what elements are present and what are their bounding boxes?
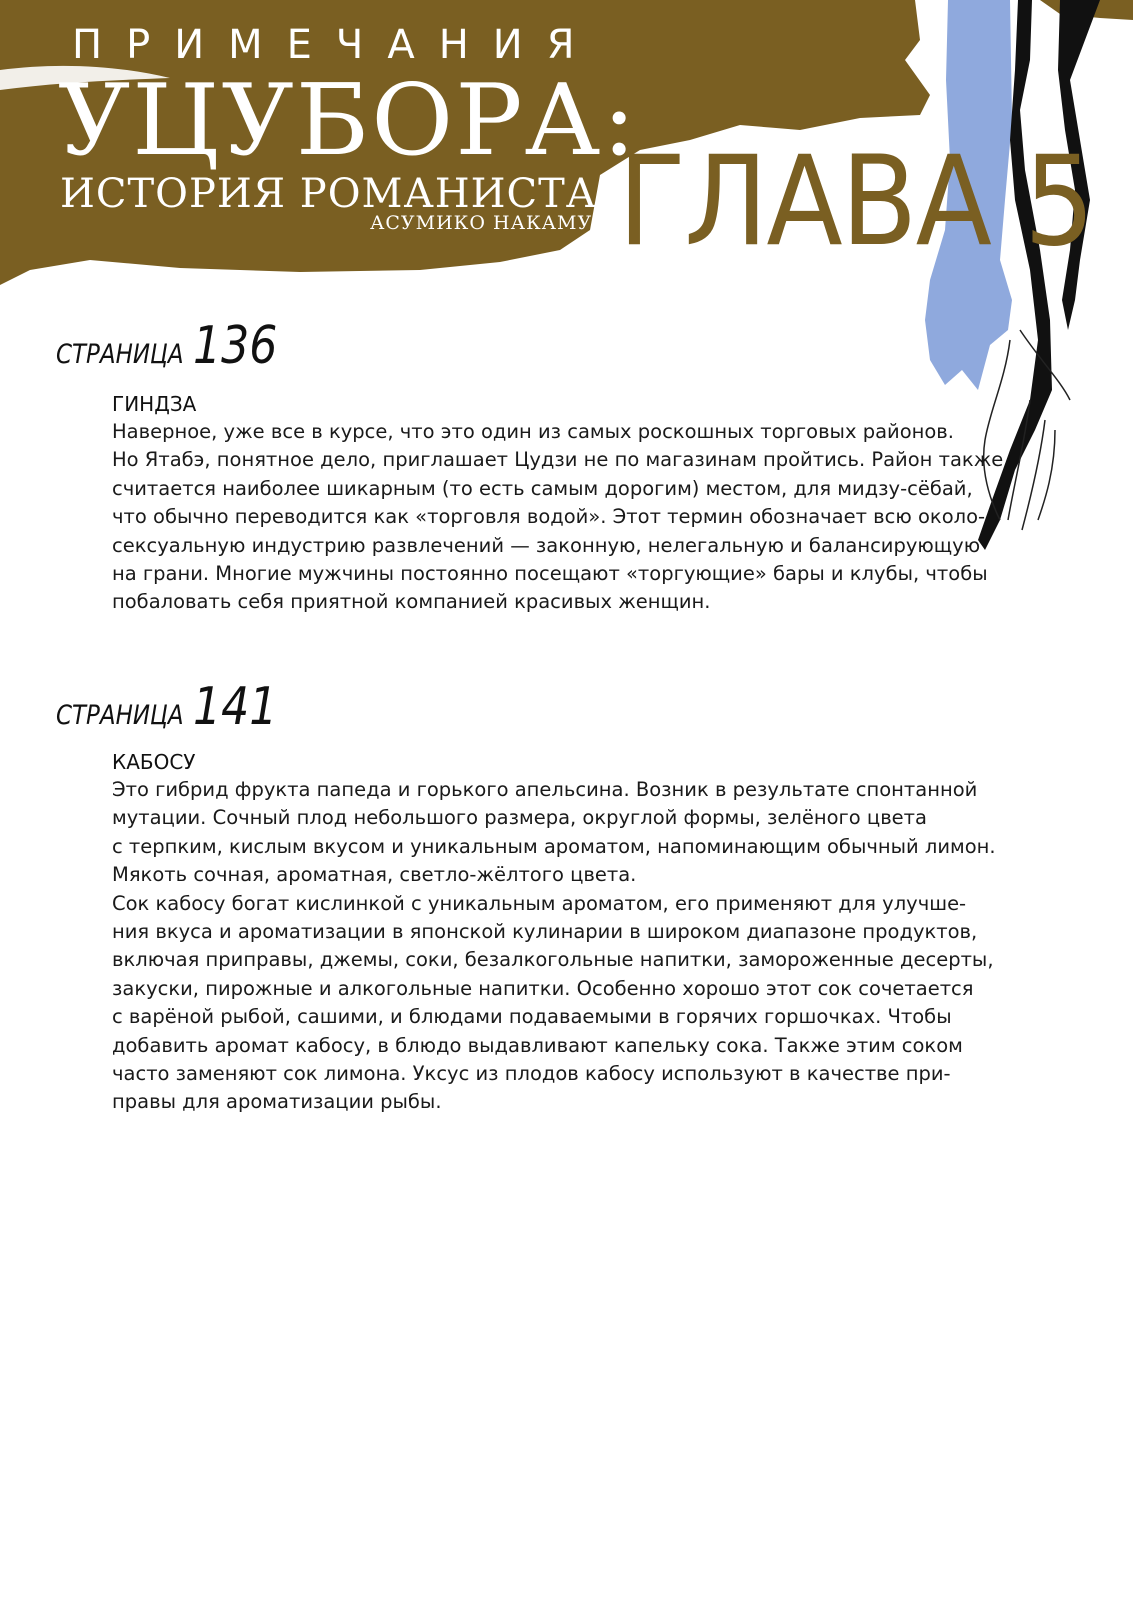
book-subtitle: ИСТОРИЯ РОМАНИСТА bbox=[60, 171, 598, 217]
note-ginza bbox=[112, 390, 1012, 617]
page-label: СТРАНИЦА bbox=[56, 700, 184, 731]
header-notes-label: ПРИМЕЧАНИЯ bbox=[72, 22, 599, 68]
note-kabosu bbox=[112, 748, 1012, 1117]
page-number: 136 bbox=[193, 316, 278, 376]
page-label: СТРАНИЦА bbox=[56, 339, 184, 370]
page-number: 141 bbox=[193, 677, 278, 737]
note-text: Это гибрид фрукта папеда и горького апельсина. Возник в результате спонтанной мутации. Сочный плод небольшого размера, округлой формы, зелёного цвета с терпким, кислым вкусом и уникальным ароматом, напоминающим обычный лимон. Мякоть сочная, ароматная, светло-жёлтого цвета. Сок кабосу богат кислинкой с уникальным ароматом, его применяют для улучше- ния вкуса и ароматизации в японской кулинарии в широком диапазоне продуктов, включая приправы, джемы, соки, безалкогольные напитки, замороженные десерты, закуски, пирожные и алкогольные напитки. Особенно хорошо этот сок сочетается с варёной рыбой, сашими, и блюдами подаваемыми в горячих горшочках. Чтобы добавить аромат кабосу, в блюдо выдавливают капельку сока. Также этим соком часто заменяют сок лимона. Уксус из плодов кабосу используют в качестве при- правы для ароматизации рыбы. bbox=[112, 778, 996, 1114]
chapter-title: ГЛАВА 5 bbox=[618, 130, 1094, 274]
note-text: Наверное, уже все в курсе, что это один из самых роскошных торговых районов. Но Ятабэ, понятное дело, приглашает Цудзи не по магазинам пройтись. Район также считается наиболее шикарным (то есть самым дорогим) местом, для мидзу-сёбай, что обычно переводится как «торговля водой». Этот термин обозначает всю около- сексуальную индустрию развлечений — законную, нелегальную и балансирующую на грани. Многие мужчины постоянно посещают «торгующие» бары и клубы, чтобы побаловать себя приятной компанией красивых женщин. bbox=[112, 420, 1004, 614]
note-term: КАБОСУ bbox=[112, 750, 196, 774]
book-author: АСУМИКО НАКАМУРА bbox=[370, 212, 622, 234]
page-heading-136 bbox=[56, 316, 292, 376]
note-term: ГИНДЗА bbox=[112, 392, 197, 416]
page-heading-141 bbox=[56, 677, 292, 737]
book-title: УЦУБОРА: bbox=[58, 64, 639, 178]
